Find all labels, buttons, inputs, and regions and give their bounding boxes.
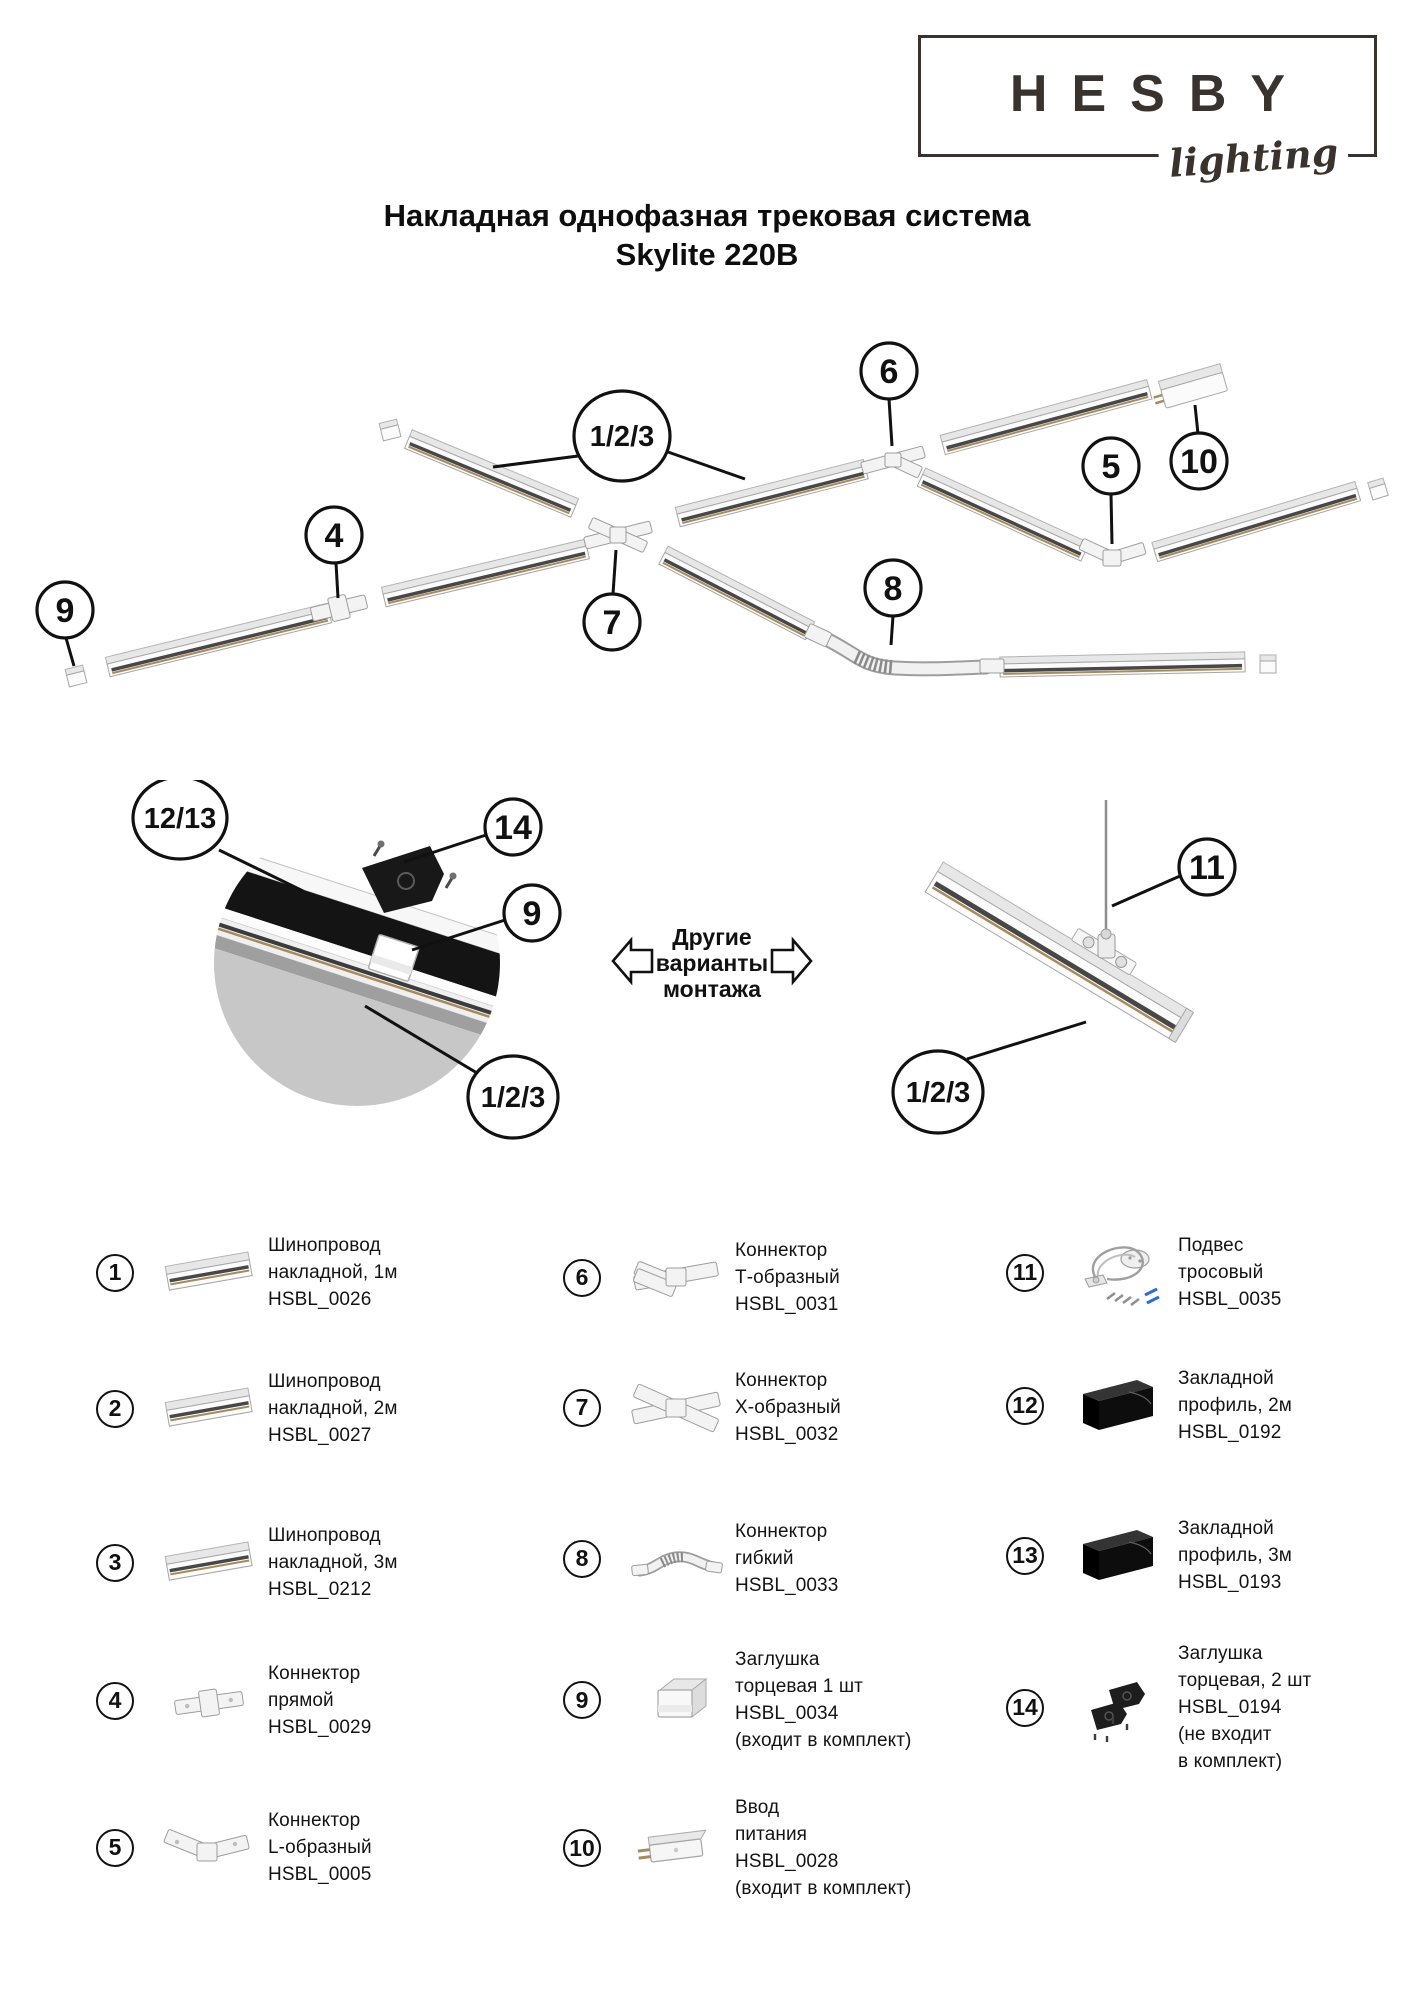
callout-line-9 — [66, 638, 74, 666]
recessed-profile-icon — [1069, 1370, 1169, 1442]
cable-grip — [1098, 929, 1115, 958]
legend-item-14 — [1006, 1640, 1414, 1775]
legend-num-7: 7 — [563, 1389, 601, 1427]
legend-text-14: Заглушка торцевая, 2 шт HSBL_0194 (не входит в комплект) — [1178, 1643, 1312, 1772]
callout-11 — [1179, 839, 1235, 895]
legend-text-9: Заглушка торцевая 1 шт HSBL_0034 (входит в комплект) — [735, 1649, 912, 1751]
legend-item-5 — [96, 1807, 526, 1888]
legend-num-9: 9 — [563, 1681, 601, 1719]
callout-9-mid — [504, 885, 560, 941]
page-title-line1: Накладная однофазная трековая система — [383, 198, 1031, 233]
legend-num-10: 10 — [563, 1829, 601, 1867]
legend-item-6 — [563, 1237, 993, 1318]
legend-text-12: Закладной профиль, 2м HSBL_0192 — [1178, 1368, 1292, 1443]
track-bottom-right — [1000, 652, 1245, 677]
legend-item-11 — [1006, 1232, 1414, 1313]
x-connector — [584, 517, 653, 552]
suspended-track — [925, 851, 1200, 1043]
legend-text-5: Коннектор L-образный HSBL_0005 — [268, 1810, 372, 1885]
legend-text-6: Коннектор Т-образный HSBL_0031 — [735, 1240, 840, 1315]
svg-text:Другие: Другие — [672, 924, 752, 950]
end-plates-icon — [1069, 1672, 1169, 1744]
callout-line-6 — [889, 399, 892, 446]
callout-line-123-right — [668, 452, 745, 479]
arrow-left-icon — [613, 940, 652, 982]
track-t-to-l — [917, 468, 1089, 561]
brand-tagline: lighting — [1157, 128, 1349, 186]
svg-text:1/2/3: 1/2/3 — [480, 1082, 546, 1114]
svg-text:4: 4 — [324, 517, 344, 555]
recessed-profile-icon — [1069, 1520, 1169, 1592]
callout-line-5 — [1111, 494, 1112, 544]
legend-item-8 — [563, 1518, 993, 1599]
brand-name: HESBY — [1009, 65, 1310, 123]
legend-text-1: Шинопровод накладной, 1м HSBL_0026 — [268, 1235, 398, 1310]
callout-6 — [861, 343, 917, 399]
callout-line-4 — [336, 563, 338, 598]
svg-text:5: 5 — [1101, 448, 1121, 486]
callout-14 — [485, 799, 541, 855]
arrow-right-icon — [772, 940, 811, 982]
track-right — [1152, 482, 1361, 562]
flex-connector-icon — [626, 1523, 726, 1595]
brand-logo — [918, 35, 1377, 186]
legend-num-6: 6 — [563, 1259, 601, 1297]
legend-text-7: Коннектор Х-образный HSBL_0032 — [735, 1370, 841, 1445]
callout-line-7 — [613, 550, 616, 594]
legend-text-11: Подвес тросовый HSBL_0035 — [1178, 1235, 1282, 1310]
legend-num-14: 14 — [1006, 1689, 1044, 1727]
legend-item-7 — [563, 1367, 993, 1448]
callout-line-123-right-detail — [967, 1022, 1086, 1059]
callout-line-123-left — [493, 456, 578, 467]
legend-num-3: 3 — [96, 1544, 134, 1582]
legend-item-10 — [563, 1794, 993, 1902]
suspension-kit-icon — [1069, 1237, 1169, 1309]
end-cap-bottom-right — [1260, 655, 1276, 673]
power-feed-icon — [626, 1812, 726, 1884]
end-cap-top — [379, 419, 401, 441]
legend-item-13 — [1006, 1515, 1414, 1596]
svg-text:12/13: 12/13 — [143, 803, 217, 835]
legend-item-1 — [96, 1232, 526, 1313]
legend-num-11: 11 — [1006, 1254, 1044, 1292]
mounting-note — [613, 924, 811, 1002]
t-connector — [861, 446, 926, 478]
end-cap-right — [1368, 478, 1389, 500]
straight-connector-icon — [159, 1665, 259, 1737]
track-icon — [159, 1527, 259, 1599]
legend-num-13: 13 — [1006, 1537, 1044, 1575]
svg-text:1/2/3: 1/2/3 — [589, 421, 655, 453]
track-icon — [159, 1237, 259, 1309]
legend-num-5: 5 — [96, 1829, 134, 1867]
x-connector-icon — [626, 1372, 726, 1444]
svg-text:11: 11 — [1189, 849, 1225, 887]
legend-text-3: Шинопровод накладной, 3м HSBL_0212 — [268, 1525, 398, 1600]
end-cap-left — [65, 665, 87, 687]
track-x-to-t — [675, 459, 868, 526]
svg-text:6: 6 — [879, 353, 899, 391]
page-title — [0, 196, 1414, 274]
track-icon — [159, 1373, 259, 1445]
svg-text:9: 9 — [55, 592, 75, 630]
svg-text:7: 7 — [602, 604, 622, 642]
legend-text-10: Ввод питания HSBL_0028 (входит в комплект) — [735, 1797, 912, 1899]
legend-num-4: 4 — [96, 1682, 134, 1720]
svg-text:1/2/3: 1/2/3 — [905, 1077, 971, 1109]
callout-5 — [1083, 438, 1139, 494]
callout-8 — [865, 560, 921, 616]
callout-4 — [306, 507, 362, 563]
end-cap-icon — [626, 1664, 726, 1736]
flex-connector — [804, 623, 1004, 673]
callout-line-11 — [1112, 876, 1180, 906]
legend-item-4 — [96, 1660, 526, 1741]
callout-123-right-detail — [893, 1051, 983, 1133]
page-title-line2: Skylite 220В — [615, 237, 799, 272]
callout-9 — [37, 582, 93, 638]
legend-item-12 — [1006, 1365, 1414, 1446]
track-x-to-flex — [659, 546, 815, 639]
l-connector-icon — [159, 1812, 259, 1884]
legend-num-8: 8 — [563, 1540, 601, 1578]
svg-text:10: 10 — [1180, 443, 1218, 481]
track-lower-left — [105, 603, 331, 676]
callout-10 — [1171, 433, 1227, 489]
callout-123-left-detail — [468, 1056, 558, 1138]
legend-num-2: 2 — [96, 1390, 134, 1428]
callout-123-top — [574, 391, 670, 481]
legend-item-2 — [96, 1368, 526, 1449]
t-connector-icon — [626, 1242, 726, 1314]
mounting-details-diagram — [0, 780, 1414, 1170]
legend-text-4: Коннектор прямой HSBL_0029 — [268, 1663, 372, 1738]
track-conn4-to-x — [381, 539, 589, 607]
svg-text:9: 9 — [522, 895, 542, 933]
callout-line-10 — [1195, 405, 1198, 434]
legend-text-13: Закладной профиль, 3м HSBL_0193 — [1178, 1518, 1292, 1593]
callout-1213 — [133, 780, 227, 859]
callout-7 — [584, 594, 640, 650]
legend-num-12: 12 — [1006, 1387, 1044, 1425]
legend-text-8: Коннектор гибкий HSBL_0033 — [735, 1521, 839, 1596]
svg-text:варианты: варианты — [655, 950, 769, 976]
legend-num-1: 1 — [96, 1254, 134, 1292]
legend-item-3 — [96, 1522, 526, 1603]
legend-text-2: Шинопровод накладной, 2м HSBL_0027 — [268, 1371, 398, 1446]
power-feed — [1150, 364, 1228, 411]
assembly-diagram — [0, 330, 1414, 700]
callout-line-8 — [891, 616, 893, 645]
svg-text:14: 14 — [494, 809, 532, 847]
svg-text:8: 8 — [883, 570, 903, 608]
track-upper-left — [405, 430, 579, 517]
legend-item-9 — [563, 1646, 993, 1754]
svg-text:монтажа: монтажа — [662, 976, 762, 1002]
